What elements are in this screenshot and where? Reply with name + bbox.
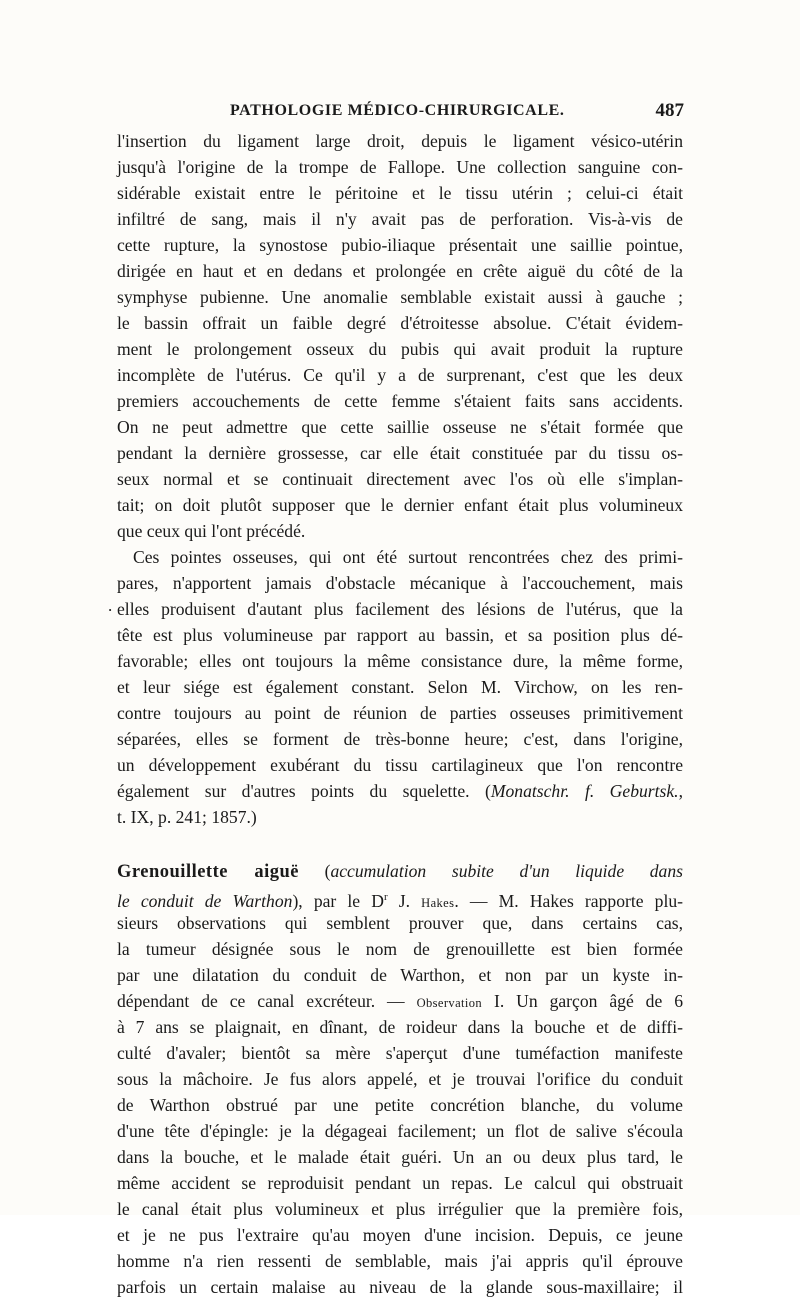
text-line: cette rupture, la synostose pubio-iliaque présentait une saillie pointue, — [117, 235, 683, 255]
text-line: séparées, elles se forment de très-bonne heure; c'est, dans l'origine, — [117, 729, 683, 749]
text-line: par une dilatation du conduit de Warthon, et non par un kyste in- — [117, 965, 683, 985]
text-line: parfois un certain malaise au niveau de la glande sous-maxillaire; il — [117, 1277, 683, 1297]
text-line: et leur siége est également constant. Selon M. Virchow, on les ren- — [117, 677, 683, 697]
observation-label: Observation — [416, 996, 483, 1010]
text-line-with-citation: également sur d'autres points du squelette. (Monatschr. f. Geburtsk., — [117, 781, 683, 801]
text-line: même accident se reproduisit pendant un repas. Le calcul qui obstruait — [117, 1173, 683, 1193]
text-line: premiers accouchements de cette femme s'étaient faits sans accidents. — [117, 391, 683, 411]
text-line: Ces pointes osseuses, qui ont été surtout rencontrées chez des primi- — [133, 547, 683, 567]
text-line: favorable; elles ont toujours la même consistance dure, la même forme, — [117, 651, 683, 671]
author-name: Hakes — [421, 895, 455, 910]
section-heading: Grenouillette aiguë — [117, 862, 299, 882]
text-line: dans la bouche, et le malade était guéri. Un an ou deux plus tard, le — [117, 1147, 683, 1167]
text-line: la tumeur désignée sous le nom de grenouillette est bien formée — [117, 939, 683, 959]
text-line: homme n'a rien ressenti de semblable, mais j'ai appris qu'il éprouve — [117, 1251, 683, 1271]
section-heading-line: Grenouillette aiguë (accumulation subite d'un liquide dans — [117, 861, 683, 882]
margin-mark: . — [108, 596, 113, 615]
running-title: PATHOLOGIE MÉDICO-CHIRURGICALE. — [230, 102, 565, 119]
text-line: contre toujours au point de réunion de parties osseuses primitivement — [117, 703, 683, 723]
page-number: 487 — [655, 100, 684, 121]
text-line: infiltré de sang, mais il n'y avait pas de perforation. Vis-à-vis de — [117, 209, 683, 229]
text-line: jusqu'à l'origine de la trompe de Fallope. Une collection sanguine con- — [117, 157, 683, 177]
text-line: d'une tête d'épingle: je la dégageai facilement; un flot de salive s'écoula — [117, 1121, 683, 1141]
text-line: dépendant de ce canal excréteur. — Observation I. Un garçon âgé de 6 — [117, 991, 683, 1011]
text-line: à 7 ans se plaignait, en dînant, de roideur dans la bouche et de diffi- — [117, 1017, 683, 1037]
text-line: seux normal et se continuait directement avec l'os où elle s'implan- — [117, 469, 683, 489]
text-line: sidérable existait entre le péritoine et le tissu utérin ; celui-ci était — [117, 183, 683, 203]
text-line: pares, n'apportent jamais d'obstacle mécanique à l'accouchement, mais — [117, 573, 683, 593]
page-header — [118, 98, 684, 128]
text-line: l'insertion du ligament large droit, depuis le ligament vésico-utérin — [117, 131, 683, 151]
text-line: symphyse pubienne. Une anomalie semblable existait aussi à gauche ; — [117, 287, 683, 307]
page-body — [108, 128, 684, 1297]
citation-reference: t. IX, p. 241; 1857.) — [117, 807, 257, 827]
text-line: le bassin offrait un faible degré d'étroitesse absolue. C'était évidem- — [117, 313, 683, 333]
text-line: le canal était plus volumineux et plus irrégulier que la première fois, — [117, 1199, 683, 1219]
text-line: dirigée en haut et en dedans et prolongée en crête aiguë du côté de la — [117, 261, 683, 281]
text-line: le conduit de Warthon), par le $D^r$ J. Hakes. — M. Hakes rapporte plu- — [117, 890, 684, 911]
text-line: On ne peut admettre que cette saillie osseuse ne s'était formée que — [117, 417, 683, 437]
text-line: un développement exubérant du tissu cartilagineux que l'on rencontre — [117, 755, 683, 775]
journal-citation: Monatschr. f. Geburtsk. — [490, 781, 679, 801]
text-line: sieurs observations qui semblent prouver que, dans certains cas, — [117, 913, 683, 933]
text-line: que ceux qui l'ont précédé. — [117, 521, 306, 541]
section-subtitle: accumulation subite d'un liquide dans — [330, 861, 683, 881]
text-line: tête est plus volumineuse par rapport au bassin, et sa position plus dé- — [117, 625, 683, 645]
text-line: de Warthon obstrué par une petite concrétion blanche, du volume — [117, 1095, 683, 1115]
text-line: pendant la dernière grossesse, car elle était constituée par du tissu os- — [117, 443, 683, 463]
text-line: culté d'avaler; bientôt sa mère s'aperçut d'une tuméfaction manifeste — [117, 1043, 683, 1063]
text-line: incomplète de l'utérus. Ce qu'il y a de surprenant, c'est que les deux — [117, 365, 683, 385]
text-line: sous la mâchoire. Je fus alors appelé, et je trouvai l'orifice du conduit — [117, 1069, 683, 1089]
text-line: elles produisent d'autant plus facilement des lésions de l'utérus, que la — [117, 599, 683, 619]
text-line: et je ne pus l'extraire qu'au moyen d'une incision. Depuis, ce jeune — [117, 1225, 683, 1245]
text-line: ment le prolongement osseux du pubis qui avait produit la rupture — [117, 339, 683, 359]
text-line: tait; on doit plutôt supposer que le dernier enfant était plus volumineux — [117, 495, 683, 515]
